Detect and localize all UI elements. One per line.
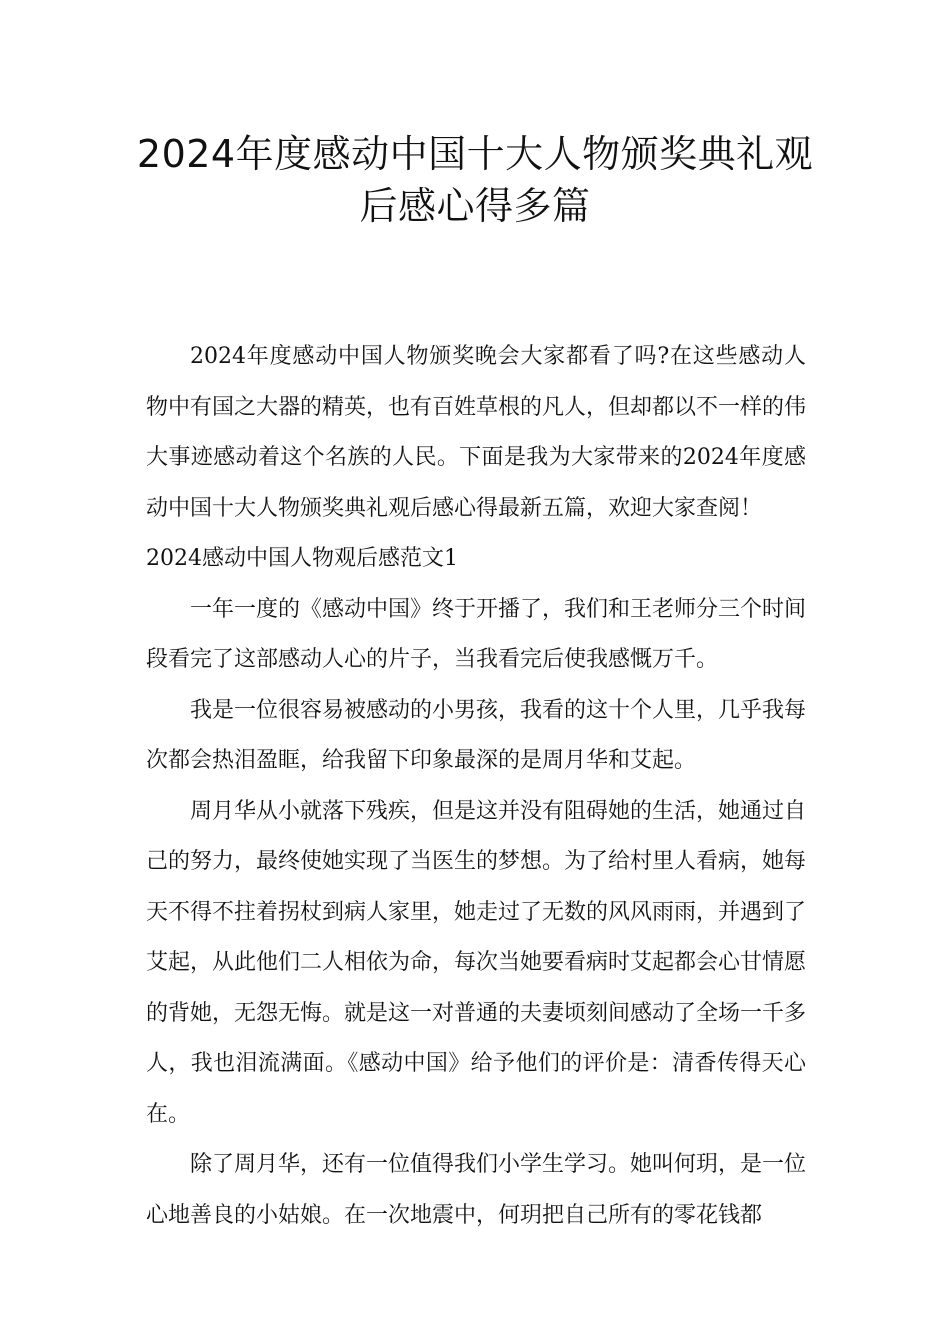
intro-paragraph: 2024年度感动中国人物颁奖晚会大家都看了吗?在这些感动人物中有国之大器的精英，也有百姓草根的凡人，但却都以不一样的伟大事迹感动着这个名族的人民。下面是我为大家带来的2024年度感动中国十大人物颁奖典礼观后感心得最新五篇，欢迎大家查阅！	[146, 344, 807, 521]
section-heading: 2024感动中国人物观后感范文1	[146, 546, 458, 571]
title-line-2: 后感心得多篇	[359, 184, 591, 228]
body-paragraph: 周月华从小就落下残疾，但是这并没有阻碍她的生活，她通过自己的努力，最终使她实现了当医生的梦想。为了给村里人看病，她每天不得不拄着拐杖到病人家里，她走过了无数的风风雨雨，并遇到了艾起，从此他们二人相依为命，每次当她要看病时艾起都会心甘情愿的背她，无怨无悔。就是这一对普通的夫妻顷刻间感动了全场一千多人，我也泪流满面。《感动中国》给予他们的评价是：清香传得天心在。	[146, 798, 807, 1127]
document-title	[120, 128, 830, 232]
body-paragraph: 我是一位很容易被感动的小男孩，我看的这十个人里，几乎我每次都会热泪盈眶，给我留下印象最深的是周月华和艾起。	[146, 697, 807, 773]
document-body	[146, 332, 806, 1241]
title-line-1: 2024年度感动中国十大人物颁奖典礼观	[136, 132, 814, 176]
body-paragraph: 除了周月华，还有一位值得我们小学生学习。她叫何玥，是一位心地善良的小姑娘。在一次地震中，何玥把自己所有的零花钱都	[146, 1152, 807, 1228]
body-paragraph: 一年一度的《感动中国》终于开播了，我们和王老师分三个时间段看完了这部感动人心的片子，当我看完后使我感慨万千。	[146, 596, 807, 672]
